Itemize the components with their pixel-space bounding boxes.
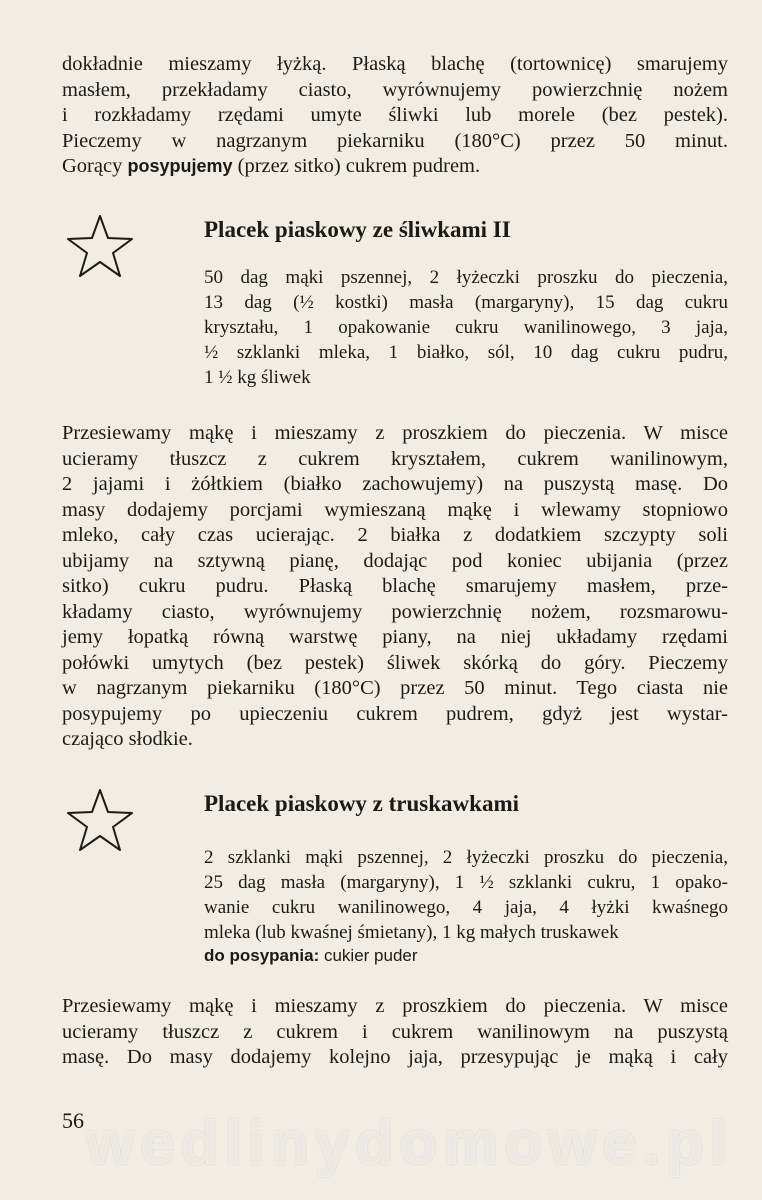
text-line: masę. Do masy dodajemy kolejno jaja, przesypując je mąką i cały: [62, 1046, 728, 1068]
watermark: wedlinydomowe.pl: [86, 1109, 734, 1178]
text-line: Pieczemy w nagrzanym piekarniku (180°C) przez 50 minut.: [62, 129, 728, 152]
text-line: masy dodajemy porcjami wymieszaną mąkę i wlewamy stopniowo: [62, 498, 728, 521]
page-number: 56: [62, 1108, 84, 1133]
text-line: kładamy ciasto, wyrównujemy powierzchnię nożem, rozsmarowu-: [62, 600, 728, 623]
emphasis-text: posypujemy: [127, 156, 233, 176]
text-line: mleko, cały czas ucierając. 2 białka z dodatkiem szczypty soli: [62, 524, 728, 546]
text-line: czająco słodkie.: [62, 728, 193, 750]
text-line: dokładnie mieszamy łyżką. Płaską blachę (tortownicę) smarujemy: [62, 53, 728, 75]
star-outline-icon: [66, 212, 134, 280]
text-line: i rozkładamy rzędami umyte śliwki lub morele (bez pestek).: [62, 104, 728, 126]
ingredients-list: [204, 265, 728, 390]
recipe-title: Placek piaskowy ze śliwkami II: [204, 217, 511, 242]
text-line: masłem, przekładamy ciasto, wyrównujemy powierzchnię nożem: [62, 78, 728, 101]
recipe-title: Placek piaskowy z truskawkami: [204, 791, 519, 816]
ingredient-line: ½ szklanki mleka, 1 białko, sól, 10 dag cukru pudru,: [204, 342, 728, 363]
ingredient-line: mleka (lub kwaśnej śmietany), 1 kg małych truskawek: [204, 922, 619, 943]
text-line: Przesiewamy mąkę i mieszamy z proszkiem do pieczenia. W misce: [62, 422, 728, 444]
text-line: jemy łopatką równą warstwę piany, na niej układamy rzędami: [62, 626, 728, 648]
ingredient-line: 50 dag mąki pszennej, 2 łyżeczki proszku do pieczenia,: [204, 267, 728, 288]
text-line: ucieramy tłuszcz z cukrem i cukrem wanilinowym na puszystą: [62, 1020, 728, 1043]
text-line: połówki umytych (bez pestek) śliwek skórką do góry. Pieczemy: [62, 651, 728, 674]
text-line: 2 jajami i żółtkiem (białko zachowujemy) na puszystą masę. Do: [62, 473, 728, 495]
method-paragraph: [62, 421, 728, 753]
ingredient-line: 2 szklanki mąki pszennej, 2 łyżeczki proszku do pieczenia,: [204, 847, 728, 868]
ingredient-line: 13 dag (½ kostki) masła (margaryny), 15 dag cukru: [204, 292, 728, 313]
ingredient-line: wanie cukru wanilinowego, 4 jaja, 4 łyżki kwaśnego: [204, 897, 728, 918]
ingredient-line: kryształu, 1 opakowanie cukru wanilinowego, 3 jaja,: [204, 317, 728, 338]
text-line: sitko) cukru pudru. Płaską blachę smarujemy masłem, prze-: [62, 575, 728, 597]
ingredient-line: 1 ½ kg śliwek: [204, 367, 311, 388]
topping-value: cukier puder: [323, 946, 418, 965]
topping-label: do posypania:: [204, 946, 320, 965]
text-line: posypujemy po upieczeniu cukrem pudrem, gdyż jest wystar-: [62, 702, 728, 725]
method-paragraph: [62, 994, 728, 1071]
star-outline-icon: [66, 786, 134, 854]
text-line: ubijamy na sztywną pianę, dodając pod koniec ubijania (przez: [62, 549, 728, 572]
text-line: Przesiewamy mąkę i mieszamy z proszkiem do pieczenia. W misce: [62, 995, 728, 1017]
text-line: ucieramy tłuszcz z cukrem kryształem, cukrem wanilinowym,: [62, 447, 728, 470]
ingredients-list: [204, 845, 728, 945]
text-line: w nagrzanym piekarniku (180°C) przez 50 minut. Tego ciasta nie: [62, 677, 728, 699]
intro-paragraph: [62, 52, 728, 180]
ingredient-line: 25 dag masła (margaryny), 1 ½ szklanki cukru, 1 opako-: [204, 872, 728, 893]
text-line: Gorący posypujemy (przez sitko) cukrem pudrem.: [62, 155, 481, 177]
topping-line: [204, 945, 418, 967]
